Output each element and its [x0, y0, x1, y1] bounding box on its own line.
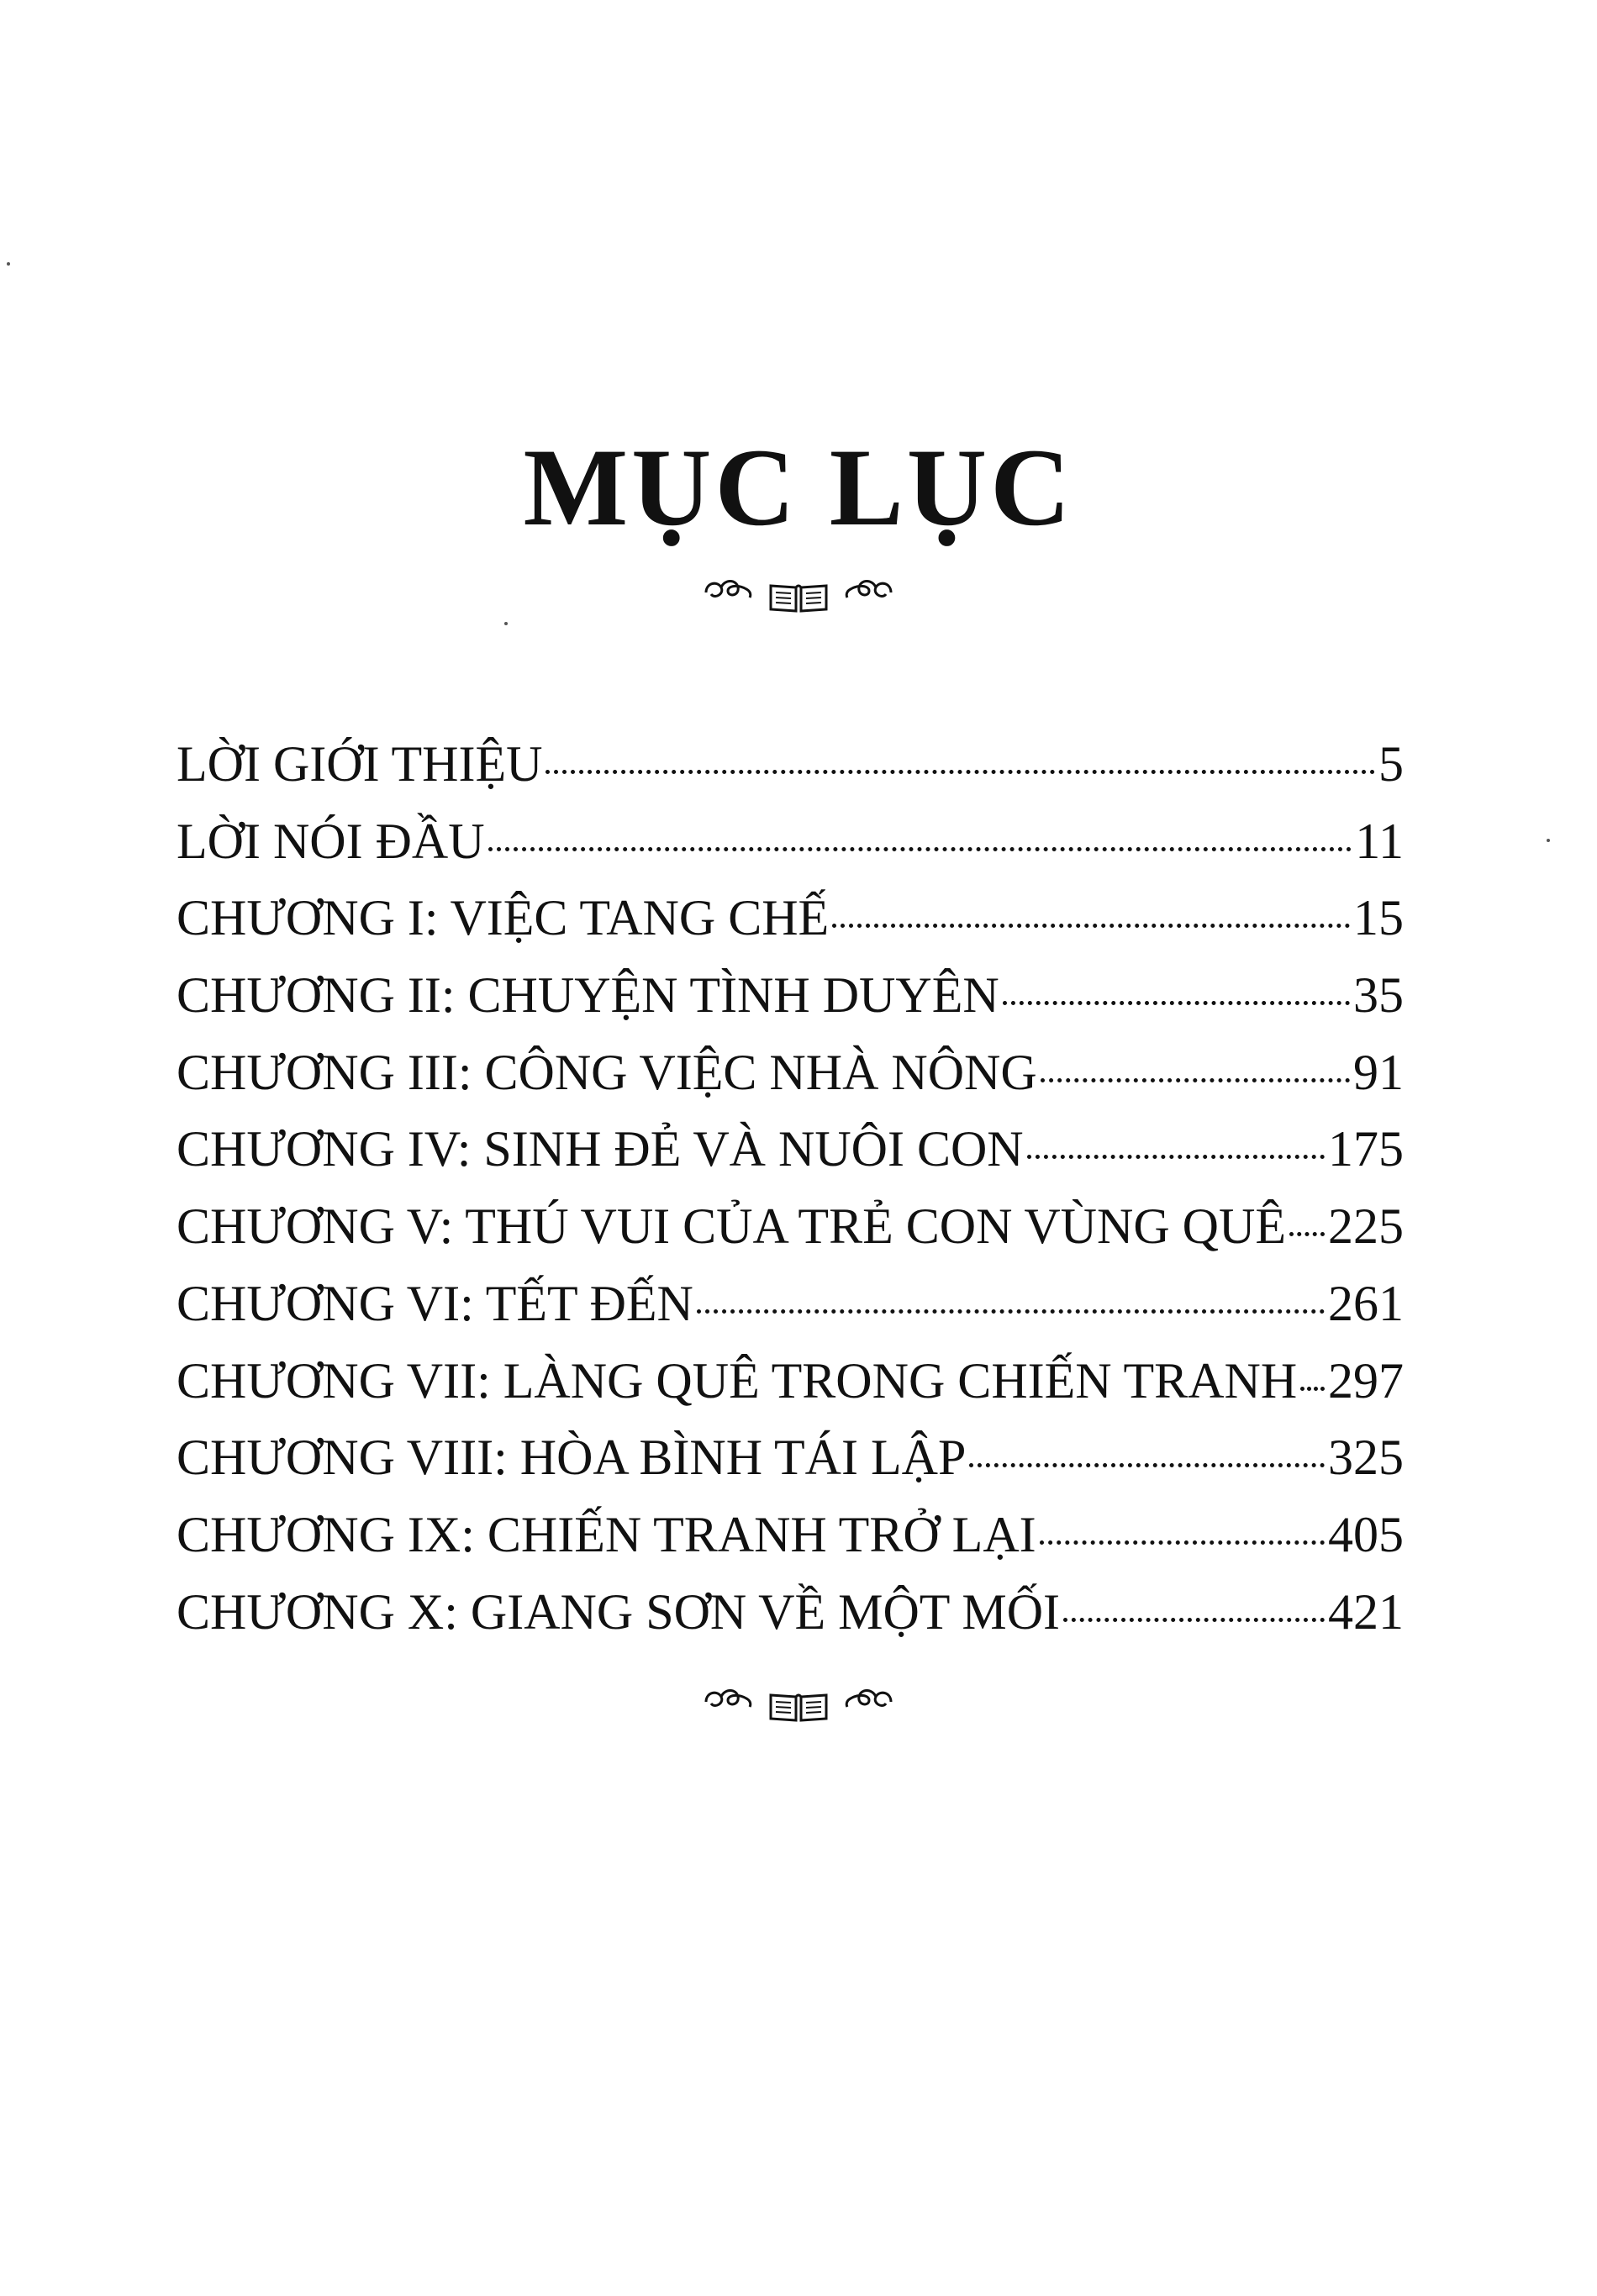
toc-entry-page: 5 — [1378, 736, 1404, 792]
toc-entry — [177, 1035, 1404, 1112]
toc-entry — [177, 1343, 1404, 1420]
dot-leader — [1300, 1347, 1325, 1398]
toc-entry-page: 325 — [1328, 1430, 1404, 1486]
toc-entry-title: CHƯƠNG II: CHUYỆN TÌNH DUYÊN — [177, 967, 999, 1024]
toc-entry-page: 35 — [1353, 967, 1404, 1024]
scan-speck — [1547, 839, 1550, 842]
toc-entry — [177, 1419, 1404, 1497]
dot-leader — [1040, 1501, 1325, 1551]
toc-entry-title: LỜI NÓI ĐẦU — [177, 813, 485, 869]
toc-entry — [177, 880, 1404, 957]
dot-leader — [1289, 1193, 1325, 1243]
toc-entry-page: 11 — [1355, 813, 1404, 869]
toc-entry — [177, 1266, 1404, 1343]
dot-leader — [697, 1270, 1325, 1320]
toc-entry-title: CHƯƠNG VII: LÀNG QUÊ TRONG CHIẾN TRANH — [177, 1352, 1298, 1409]
toc-entry-title: CHƯƠNG IV: SINH ĐẺ VÀ NUÔI CON — [177, 1121, 1024, 1177]
toc-entry-title: CHƯƠNG VIII: HÒA BÌNH TÁI LẬP — [177, 1430, 967, 1486]
flourish-right-icon — [844, 1679, 894, 1730]
toc-entry-title: CHƯƠNG V: THÚ VUI CỦA TRẺ CON VÙNG QUÊ — [177, 1198, 1286, 1255]
flourish-left-icon — [703, 1679, 753, 1730]
toc-entry-page: 225 — [1328, 1198, 1404, 1255]
toc-entry — [177, 726, 1404, 803]
dot-leader — [546, 730, 1375, 781]
dot-leader — [1063, 1578, 1325, 1629]
toc-entry-page: 261 — [1328, 1275, 1404, 1331]
toc-entry-page: 297 — [1328, 1352, 1404, 1409]
scan-speck — [504, 622, 508, 625]
scan-speck — [7, 262, 10, 266]
table-of-contents — [177, 726, 1404, 1651]
toc-entry-page: 175 — [1328, 1121, 1404, 1177]
toc-entry — [177, 1188, 1404, 1266]
dot-leader — [1041, 1039, 1350, 1089]
dot-leader — [488, 808, 1352, 858]
toc-entry — [177, 1574, 1404, 1651]
toc-entry — [177, 957, 1404, 1035]
dot-leader — [1003, 961, 1350, 1012]
toc-entry — [177, 803, 1404, 881]
toc-entry — [177, 1111, 1404, 1188]
ornament-bottom — [0, 1677, 1597, 1730]
dot-leader — [1027, 1115, 1325, 1166]
toc-entry-title: CHƯƠNG IX: CHIẾN TRANH TRỞ LẠI — [177, 1506, 1036, 1562]
toc-entry-title: CHƯƠNG X: GIANG SƠN VỀ MỘT MỐI — [177, 1583, 1061, 1640]
toc-entry-title: LỜI GIỚI THIỆU — [177, 736, 543, 792]
open-book-icon — [767, 1688, 830, 1721]
toc-entry-title: CHƯƠNG III: CÔNG VIỆC NHÀ NÔNG — [177, 1044, 1037, 1100]
flourish-right-icon — [844, 570, 894, 620]
dot-leader — [832, 884, 1350, 935]
toc-entry-page: 15 — [1353, 890, 1404, 946]
toc-entry-page: 91 — [1353, 1044, 1404, 1100]
page-title: MỤC LỤC — [523, 425, 1074, 549]
flourish-left-icon — [703, 570, 753, 620]
toc-entry-page: 421 — [1328, 1583, 1404, 1640]
dot-leader — [969, 1424, 1325, 1474]
toc-entry-page: 405 — [1328, 1506, 1404, 1562]
toc-entry-title: CHƯƠNG VI: TẾT ĐẾN — [177, 1275, 693, 1331]
toc-entry-title: CHƯƠNG I: VIỆC TANG CHẾ — [177, 890, 830, 946]
open-book-icon — [767, 578, 830, 612]
ornament-top — [0, 567, 1597, 620]
toc-entry — [177, 1497, 1404, 1574]
